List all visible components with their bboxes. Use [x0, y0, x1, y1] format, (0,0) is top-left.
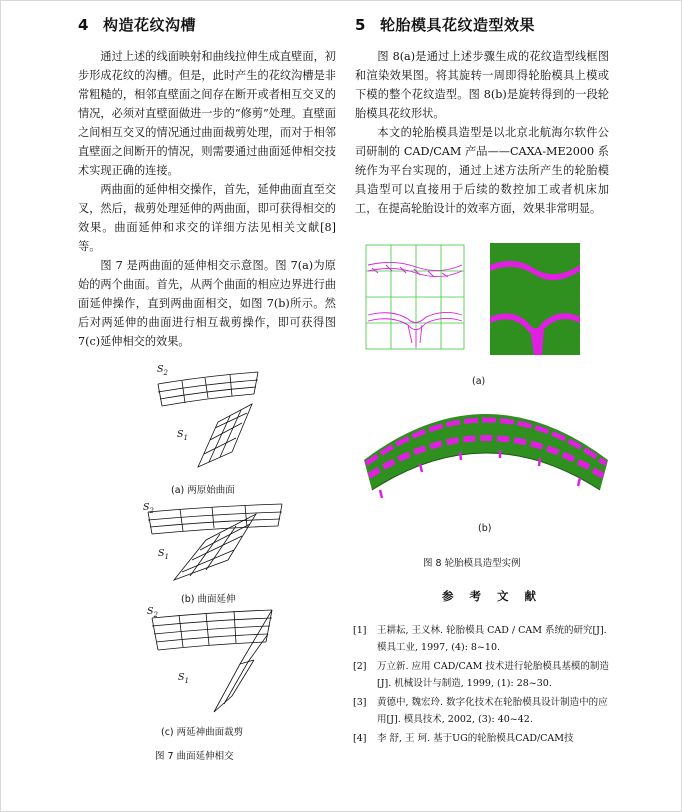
reference-item: [2] 万立新. 应用 CAD/CAM 技术进行轮胎模具基模的制造[J]. 机械设计与制造, 1999, (1): 28~30. [353, 661, 609, 689]
figure-7b-surface-extension [140, 500, 290, 585]
reference-item: [3] 黄德中, 魏宏玲. 数字化技术在轮胎模具设计制造中的应用[J]. 模具技术, 2002, (3): 40~42. [353, 697, 608, 725]
section-4-title [78, 14, 336, 35]
fig7-label-s1: $S_1$ [177, 429, 188, 442]
paragraph: 图 7 是两曲面的延伸相交示意图。图 7(a)为原始的两个曲面。首先，从两个曲面的相应边界进行曲面延伸操作，直到两曲面相交，如图 7(b)所示。然后对两延伸的曲面进行相互裁剪操作，即可获得图 7(c)延伸相交的效果。 [78, 259, 336, 348]
section-5-heading: 轮胎模具花纹造型效果 [379, 16, 535, 34]
references-title: 参 考 文 献 [442, 589, 543, 603]
section-5-title [355, 14, 609, 35]
fig7c-label-s2: $S_2$ [147, 606, 158, 619]
figure-7a-original-surfaces [150, 362, 265, 477]
fig8-caption: 图 8 轮胎模具造型实例 [423, 558, 521, 569]
reference-item: [1] 王耕耘, 王义林. 轮胎模具 CAD / CAM 系统的研究[J]. 模具工业, 1997, (4): 8~10. [353, 625, 607, 653]
figure-8a-rendered [490, 243, 580, 355]
reference-item: [4] 李 舒, 王 珂. 基于UG的轮胎模具CAD/CAM技 [353, 733, 574, 744]
section-4-heading: 构造花纹沟槽 [102, 16, 196, 34]
section-4-number: 4 [78, 16, 89, 34]
fig7c-caption: (c) 两延神曲面裁剪 [161, 727, 244, 738]
left-column [78, 14, 336, 351]
fig8a-caption: (a) [472, 376, 486, 387]
fig7b-label-s2: $S_2$ [143, 502, 154, 515]
figure-8b-tire-segment [360, 398, 612, 518]
fig7a-caption: (a) 两原始曲面 [171, 485, 235, 496]
fig7-caption: 图 7 曲面延伸相交 [155, 751, 234, 762]
fig7b-label-s1: $S_1$ [158, 548, 169, 561]
fig7c-label-s1: $S_1$ [178, 672, 189, 685]
paragraph: 两曲面的延伸相交操作，首先，延伸曲面直至交叉，然后，裁剪处理延伸的两曲面，即可获得相交的效果。曲面延伸和求交的详细方法见相关文献[8]等。 [78, 183, 336, 253]
section-5-number: 5 [355, 16, 366, 34]
fig7-label-s2: $S_2$ [157, 364, 168, 377]
paragraph: 本文的轮胎模具造型是以北京北航海尔软件公司研制的 CAD/CAM 产品——CAXA-ME2000 系统作为平台实现的，通过上述方法所产生的轮胎模具造型可以直接用于后续的数控加工或者机床加工，在提高轮胎设计的效率方面，效果非常明显。 [355, 126, 609, 215]
paragraph: 图 8(a)是通过上述步骤生成的花纹造型线框图和渲染效果图。将其旋转一周即得轮胎模具上模或下模的整个花纹造型。图 8(b)是旋转得到的一段轮胎模具花纹形状。 [355, 50, 609, 120]
figure-8a-wireframe [364, 243, 469, 353]
fig8b-caption: (b) [478, 523, 492, 534]
paragraph: 通过上述的线面映射和曲线拉伸生成直壁面，初步形成花纹的沟槽。但是，此时产生的花纹沟槽是非常粗糙的，相邻直壁面之间存在断开或者相互交叉的情况，必须对直壁面做进一步的“修剪”处理。直壁面之间相互交叉的情况通过曲面裁剪处理，而对于相邻直壁面之间断开的情况，则需要通过曲面延伸相交技术实现正确的连接。 [78, 50, 336, 177]
right-column [355, 14, 609, 218]
fig7b-caption: (b) 曲面延伸 [181, 594, 236, 605]
figure-7c-trimmed-surfaces [144, 604, 284, 719]
